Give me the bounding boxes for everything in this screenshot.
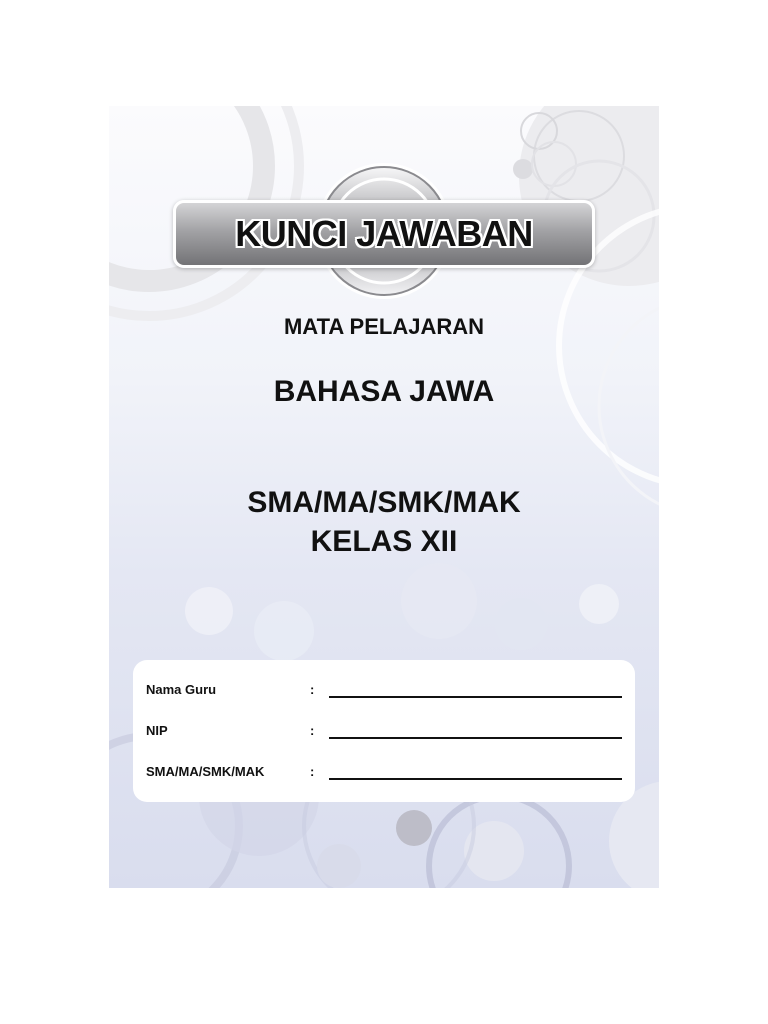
subject-label: MATA PELAJARAN bbox=[283, 314, 485, 339]
form-colon: : bbox=[310, 764, 315, 779]
cover-title: KUNCI JAWABAN bbox=[235, 213, 533, 254]
form-row-school bbox=[133, 764, 635, 786]
form-colon: : bbox=[310, 682, 315, 697]
title-banner bbox=[173, 200, 595, 268]
form-row-nama-guru bbox=[133, 682, 635, 704]
form-label-nip: NIP bbox=[146, 723, 168, 738]
form-label-school: SMA/MA/SMK/MAK bbox=[146, 764, 265, 779]
form-row-nip bbox=[133, 723, 635, 745]
school-field[interactable] bbox=[329, 778, 622, 780]
nip-field[interactable] bbox=[329, 737, 622, 739]
book-cover bbox=[109, 106, 659, 888]
nama-guru-field[interactable] bbox=[329, 696, 622, 698]
teacher-info-box bbox=[133, 660, 635, 802]
form-colon: : bbox=[310, 723, 315, 738]
school-level: SMA/MA/SMK/MAK bbox=[247, 486, 521, 519]
subject-name: BAHASA JAWA bbox=[273, 375, 495, 408]
form-label-nama-guru: Nama Guru bbox=[146, 682, 217, 697]
grade-level: KELAS XII bbox=[310, 525, 458, 558]
